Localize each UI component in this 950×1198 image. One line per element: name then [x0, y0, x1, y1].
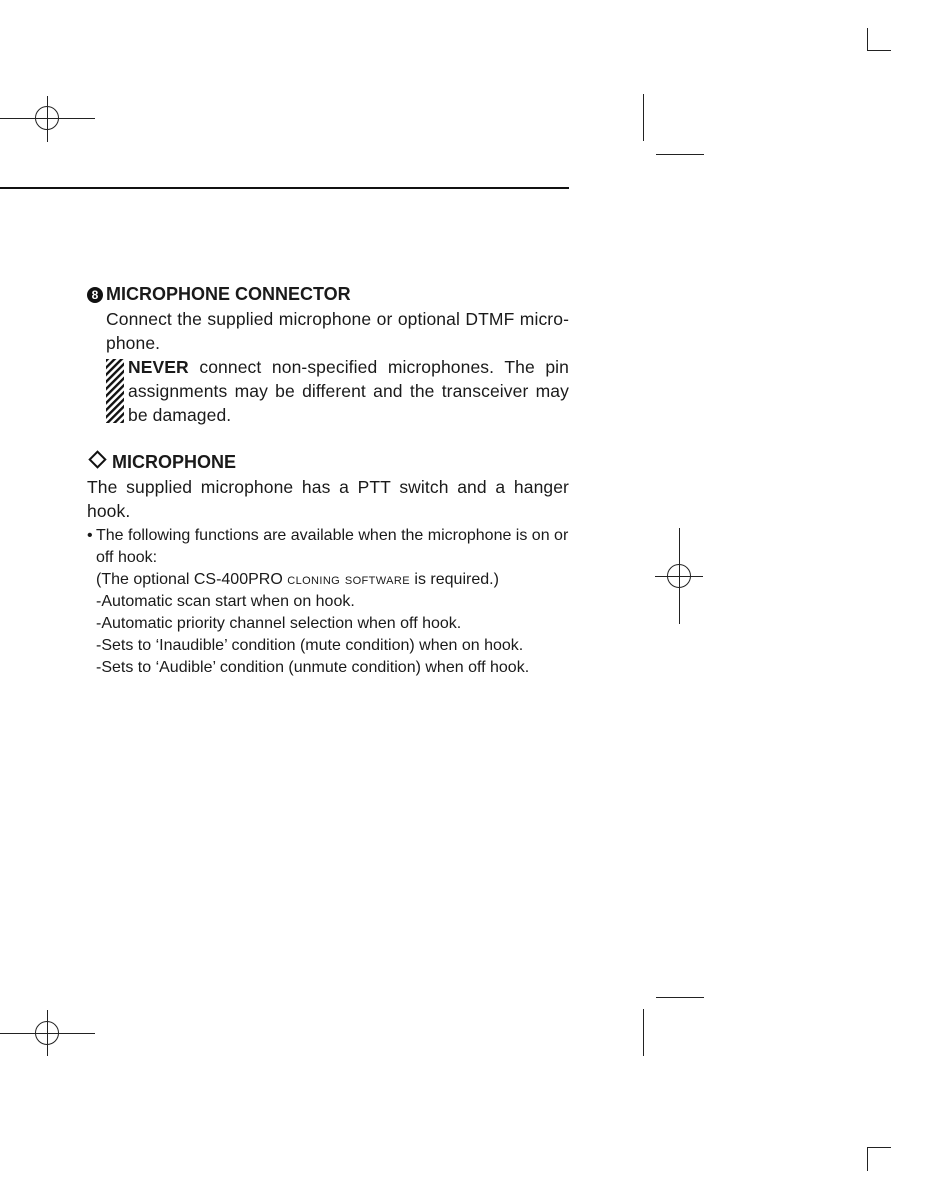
list-item: -Sets to ‘Inaudible’ condition (mute condition) when on hook. [96, 637, 524, 654]
caution-text [128, 355, 569, 427]
crop-mark-bottom-center-h [656, 997, 704, 998]
microphone-connector-section [87, 283, 569, 427]
crop-mark-bottom-right-h [867, 1147, 891, 1148]
registration-top-left-circle [35, 106, 59, 130]
caution-body: connect non-specified microphones. The pin assignments may be different and the transceiver may be damaged. [128, 357, 570, 425]
diamond-bullet-icon [88, 450, 106, 468]
software-note-suffix: is required.) [414, 571, 499, 588]
list-item: -Automatic scan start when on hook. [96, 593, 355, 610]
crop-mark-bottom-right-v [867, 1147, 868, 1171]
microphone-connector-title: MICROPHONE CONNECTOR [106, 284, 351, 304]
bullet-marker: • [87, 527, 93, 544]
list-item: -Sets to ‘Audible’ condition (unmute condition) when off hook. [96, 659, 530, 676]
functions-list [96, 591, 569, 679]
crop-mark-top-right-h [867, 50, 891, 51]
registration-right-circle [667, 564, 691, 588]
crop-mark-top-center-h [656, 154, 704, 155]
list-item: -Automatic priority channel selection when off hook. [96, 615, 462, 632]
software-note-prefix: (The optional CS-400PRO [96, 571, 283, 588]
caution-hatch-icon [106, 359, 124, 423]
microphone-connector-description: Connect the supplied microphone or optional DTMF micro-phone. [106, 309, 569, 353]
microphone-title: MICROPHONE [112, 452, 237, 472]
crop-mark-top-right-v [867, 28, 868, 50]
header-rule [0, 187, 569, 189]
item-number-badge: 8 [87, 287, 103, 303]
microphone-heading [87, 451, 569, 473]
software-note [96, 569, 569, 591]
crop-mark-bottom-center-v [643, 1009, 644, 1056]
caution-note [106, 355, 569, 427]
functions-bullet [87, 525, 569, 679]
caution-emphasis: NEVER [128, 357, 189, 377]
microphone-connector-heading [87, 283, 569, 305]
software-note-smallcaps: cloning software [287, 571, 410, 588]
crop-mark-top-center-v [643, 94, 644, 141]
microphone-description: The supplied microphone has a PTT switch and a hanger hook. [87, 477, 569, 521]
functions-bullet-text: The following functions are available when the microphone is on or off hook: [96, 527, 569, 566]
microphone-section [87, 451, 569, 679]
registration-bottom-left-circle [35, 1021, 59, 1045]
